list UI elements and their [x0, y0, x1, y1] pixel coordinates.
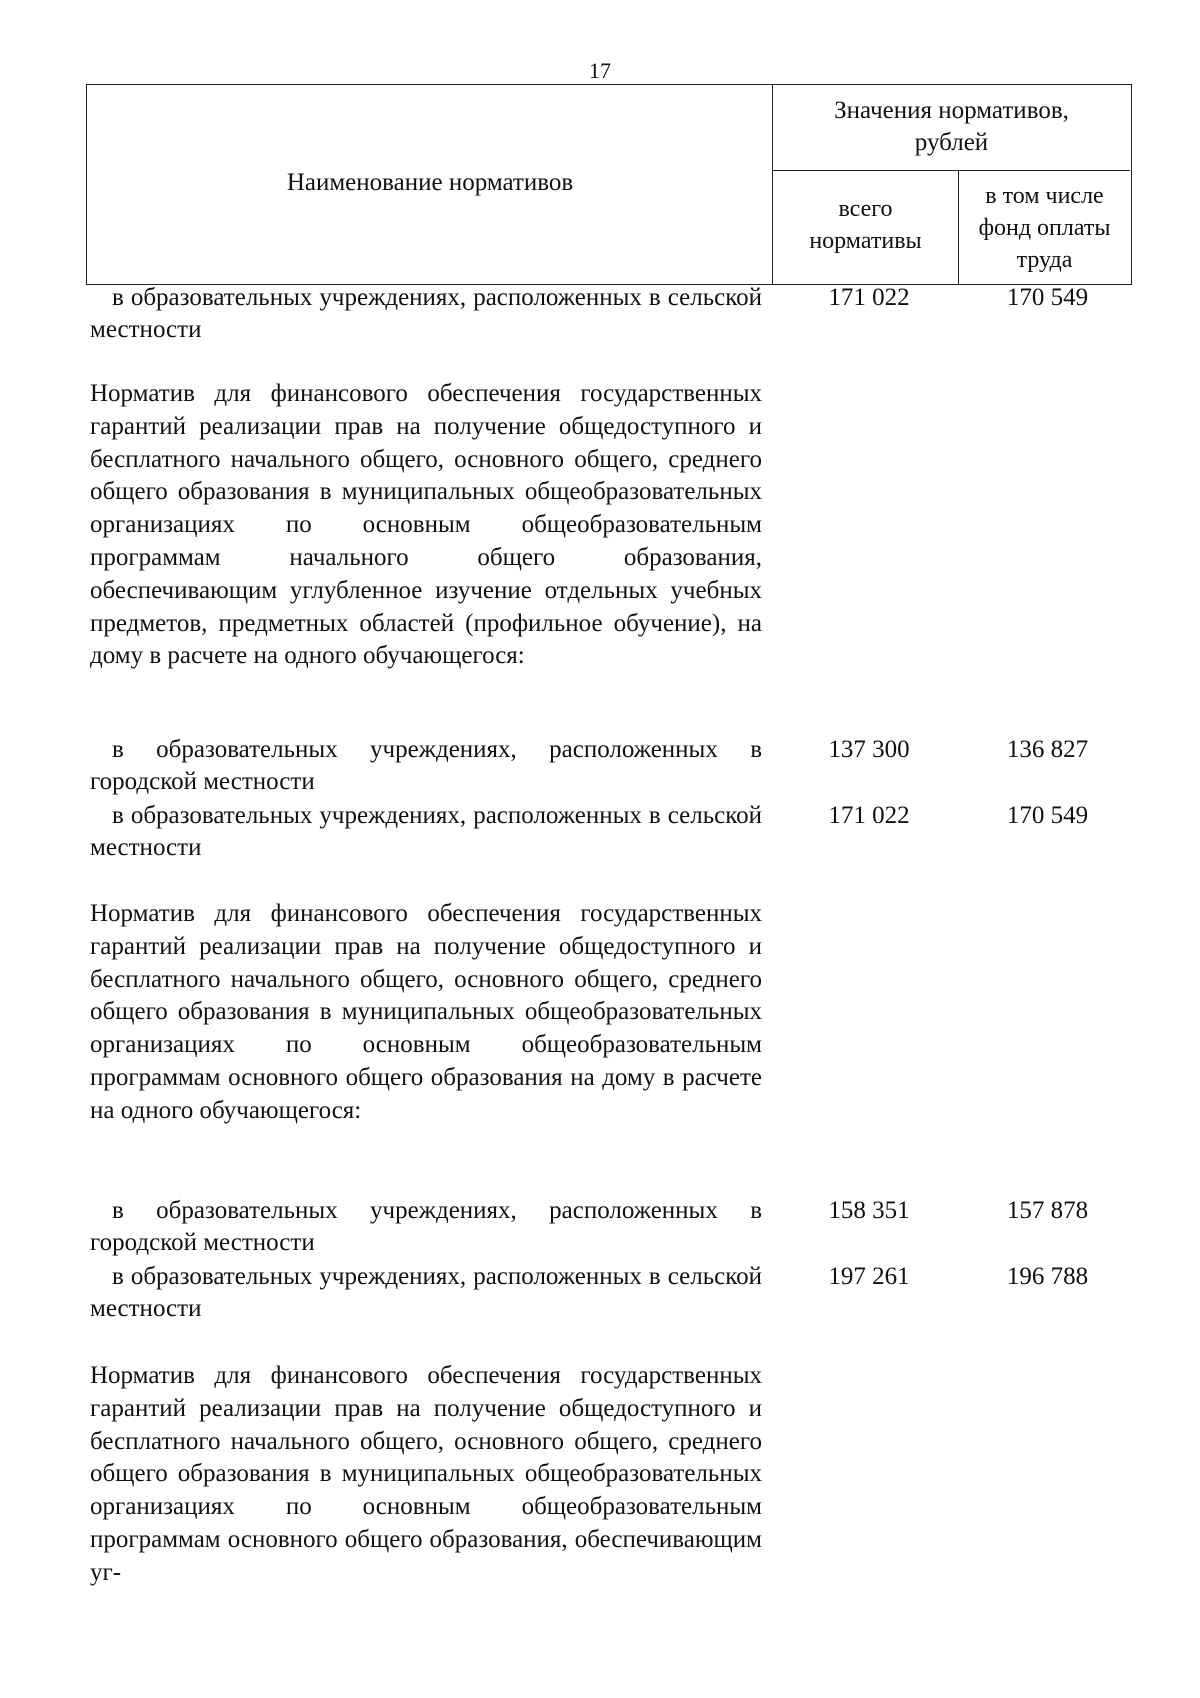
row-fund-value: 136 827 [1006, 736, 1089, 763]
normative-paragraph: Норматив для финансового обеспечения государственных гарантий реализации прав на получение общедоступного и бесплатного начального общего, основного общего, среднего общего образования в муниципальных общеобразовательных организациях по основным общеобразовательным программам начального общего образования, обеспечивающим углубленное изучение отдельных учебных предметов, предметных областей (профильное обучение), на дому в расчете на одного обучающегося: [90, 380, 762, 670]
normative-paragraph: Норматив для финансового обеспечения государственных гарантий реализации прав на получение общедоступного и бесплатного начального общего, основного общего, среднего общего образования в муниципальных общеобразовательных организациях по основным общеобразовательным программам основного общего образования на дому в расчете на одного обучающегося: [90, 900, 762, 1124]
row-fund-value: 196 788 [1006, 1263, 1089, 1290]
row-label: в образовательных учреждениях, расположенных в городской местности [90, 736, 762, 795]
header-fund-line2: фонд оплаты [978, 215, 1111, 241]
page-number: 17 [589, 58, 611, 83]
header-fund-line3: труда [1016, 247, 1073, 273]
header-values-line2: рублей [914, 129, 989, 156]
row-total-value: 171 022 [828, 284, 910, 311]
row-label: в образовательных учреждениях, расположенных в городской местности [90, 1197, 762, 1256]
row-total-value: 171 022 [828, 802, 910, 829]
header-values-column [773, 85, 1130, 171]
row-total-value: 197 261 [828, 1263, 910, 1290]
row-label: в образовательных учреждениях, расположенных в сельской местности [90, 284, 762, 343]
table-row [90, 800, 1130, 864]
header-name-label: Наименование нормативов [286, 169, 574, 196]
normative-paragraph: Норматив для финансового обеспечения государственных гарантий реализации прав на получение общедоступного и бесплатного начального общего, основного общего, среднего общего образования в муниципальных общеобразовательных организациях по основным общеобразовательным программам основного общего образования, обеспечивающим уг- [90, 1362, 762, 1586]
header-total-column [773, 171, 959, 284]
header-values-line1: Значения нормативов, [834, 97, 1069, 124]
row-label: в образовательных учреждениях, расположенных в сельской местности [90, 802, 762, 861]
row-fund-value: 157 878 [1006, 1197, 1089, 1224]
header-total-line2: нормативы [809, 228, 922, 254]
table-row [90, 1261, 1130, 1325]
row-fund-value: 170 549 [1006, 284, 1089, 311]
table-row [90, 282, 1130, 346]
table-row [90, 734, 1130, 798]
row-fund-value: 170 549 [1006, 802, 1089, 829]
header-fund-line1: в том числе [985, 183, 1104, 209]
header-name-column [87, 85, 773, 284]
header-total-line1: всего [838, 196, 893, 222]
row-label: в образовательных учреждениях, расположенных в сельской местности [90, 1263, 762, 1322]
row-total-value: 158 351 [828, 1197, 910, 1224]
header-fund-column [959, 171, 1130, 284]
table-row [90, 1195, 1130, 1259]
table-header [86, 84, 1132, 285]
row-total-value: 137 300 [828, 736, 910, 763]
